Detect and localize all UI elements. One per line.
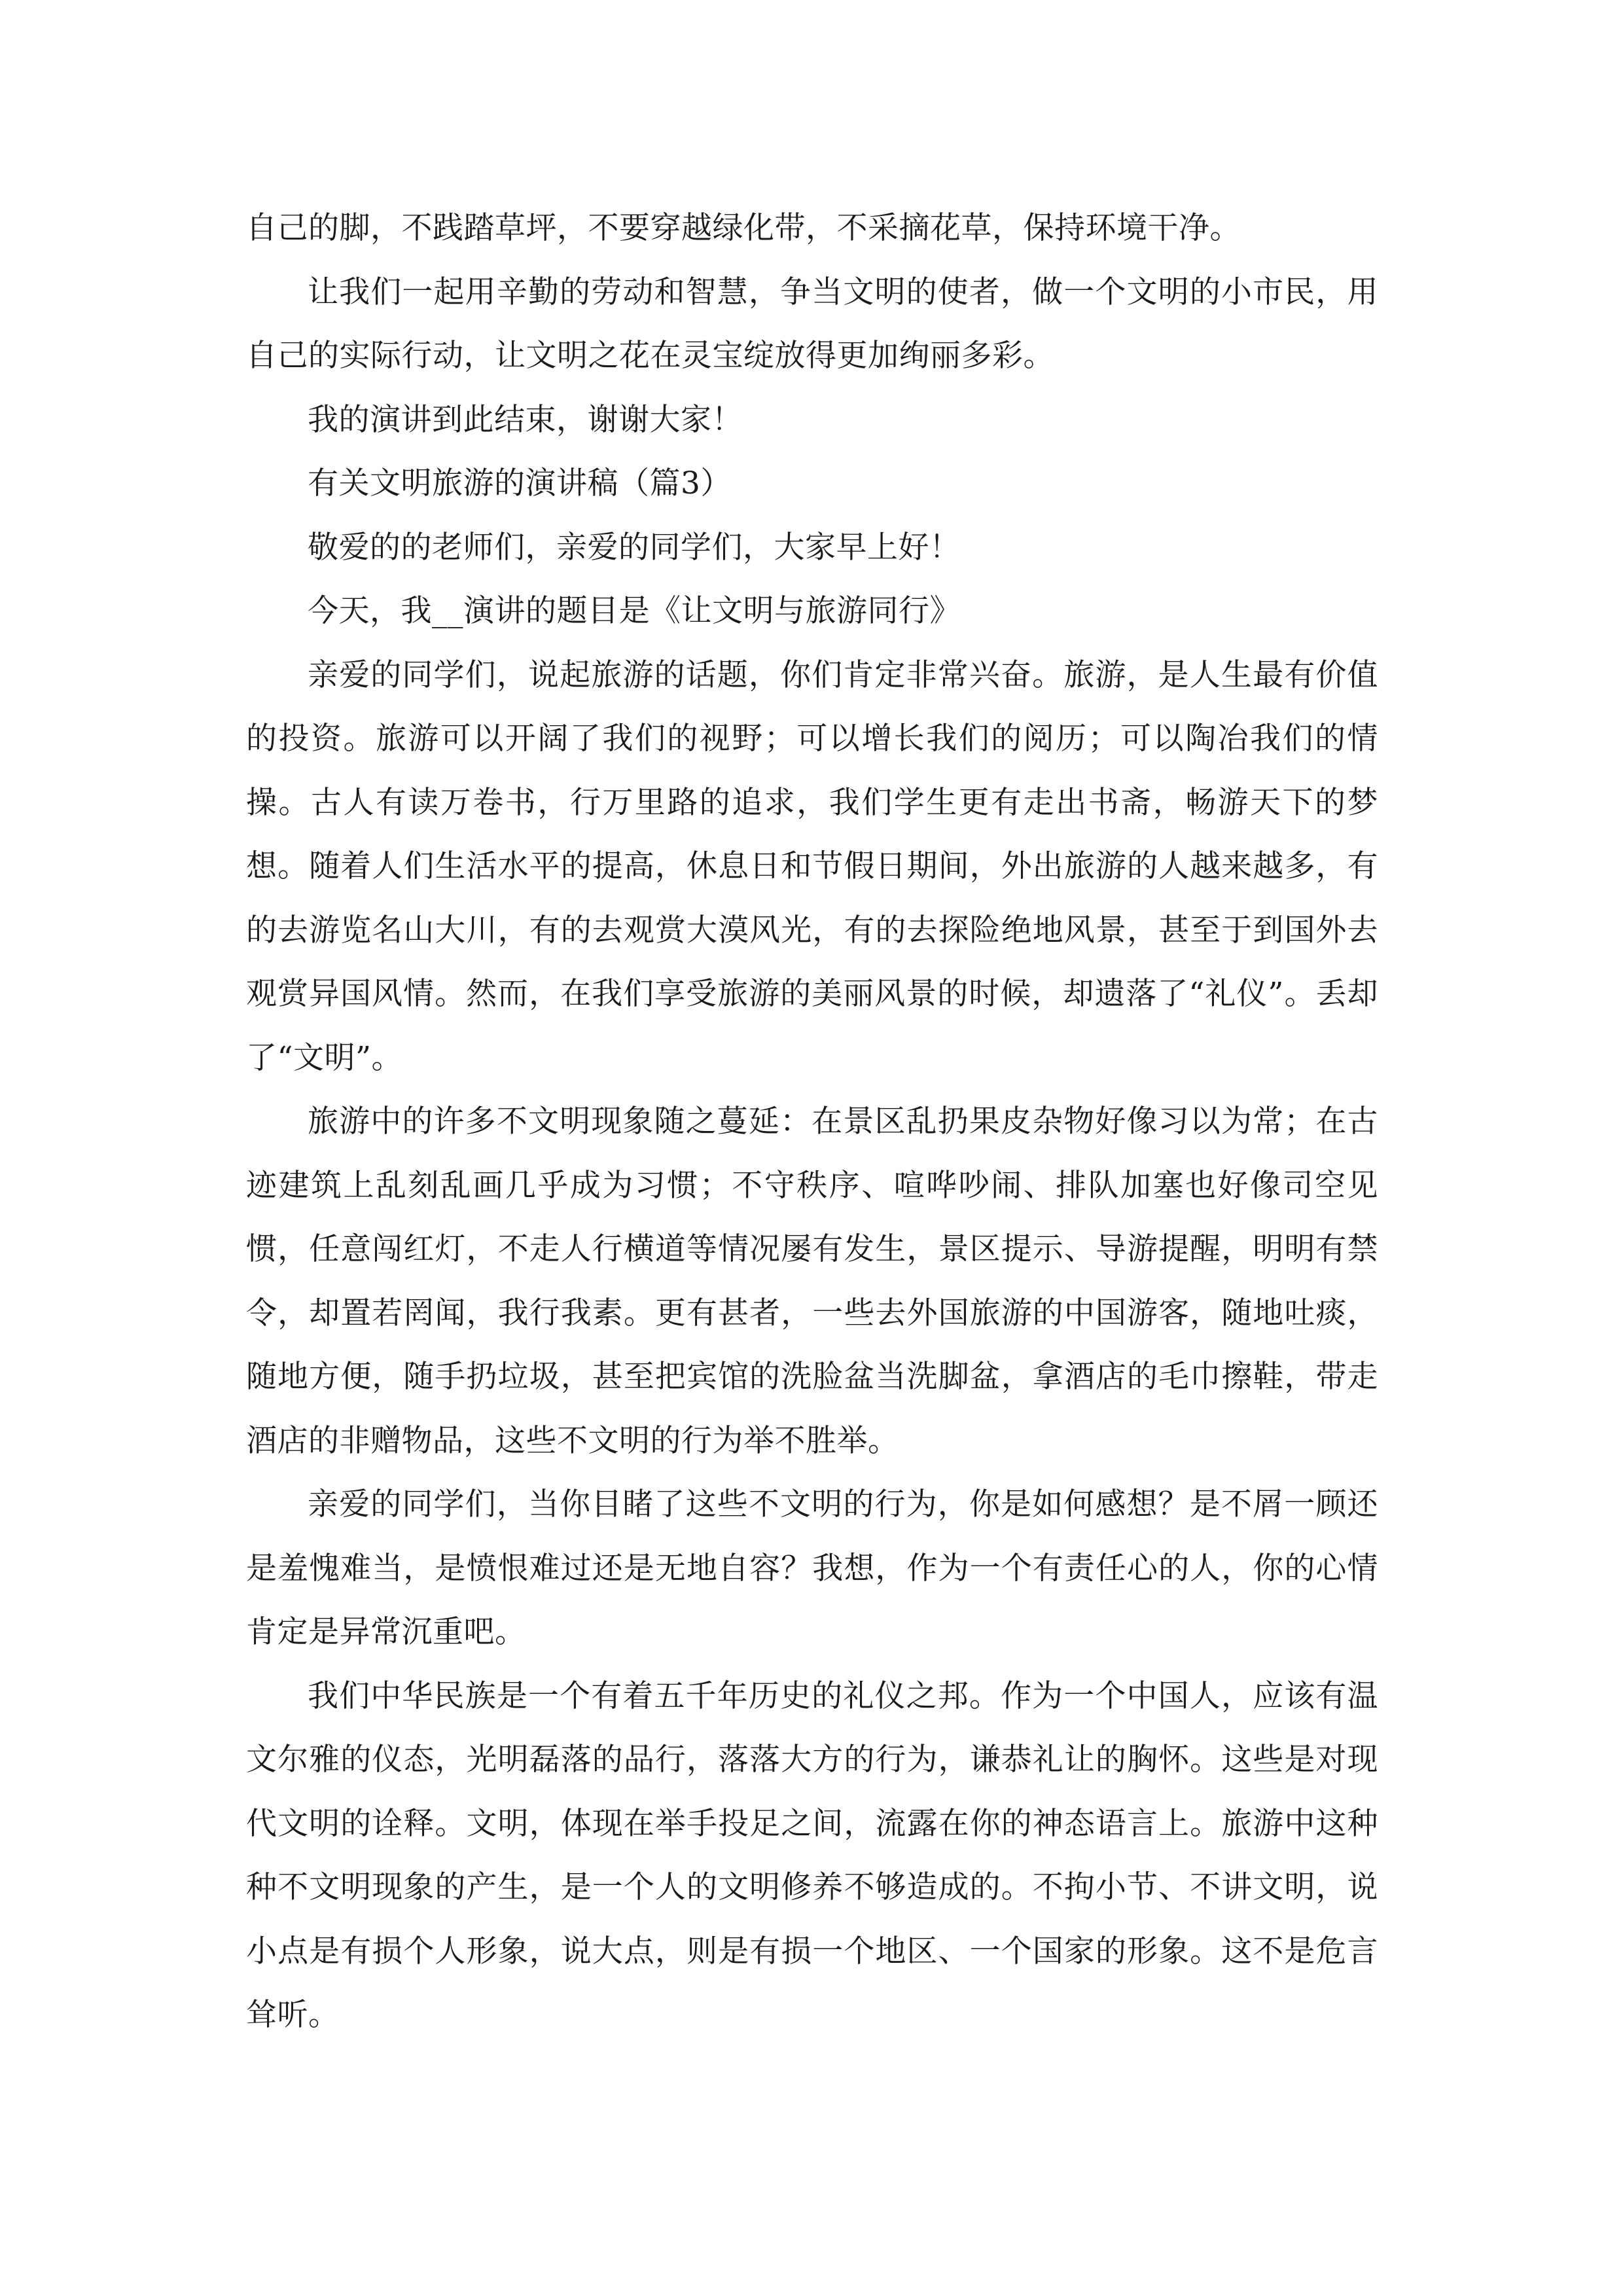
paragraph: 让我们一起用辛勤的劳动和智慧，争当文明的使者，做一个文明的小市民，用自己的实际行动，让文明之花在灵宝绽放得更加绚丽多彩。: [246, 274, 1378, 374]
paragraph-continued: 自己的脚，不践踏草坪，不要穿越绿化带，不采摘花草，保持环境干净。: [246, 210, 1241, 246]
paragraph: 我们中华民族是一个有着五千年历史的礼仪之邦。作为一个中国人，应该有温文尔雅的仪态，光明磊落的品行，落落大方的行为，谦恭礼让的胸怀。这些是对现代文明的诠释。文明，体现在举手投足之间，流露在你的神态语言上。旅游中这种种不文明现象的产生，是一个人的文明修养不够造成的。不拘小节、不讲文明，说小点是有损个人形象，说大点，则是有损一个地区、一个国家的形象。这不是危言耸听。: [246, 1677, 1378, 2033]
paragraph: 旅游中的许多不文明现象随之蔓延：在景区乱扔果皮杂物好像习以为常；在古迹建筑上乱刻乱画几乎成为习惯；不守秩序、喧哗吵闹、排队加塞也好像司空见惯，任意闯红灯，不走人行横道等情况屡有发生，景区提示、导游提醒，明明有禁令，却置若罔闻，我行我素。更有甚者，一些去外国旅游的中国游客，随地吐痰，随地方便，随手扔垃圾，甚至把宾馆的洗脸盆当洗脚盆，拿酒店的毛巾擦鞋，带走酒店的非赠物品，这些不文明的行为举不胜举。: [246, 1103, 1378, 1459]
paragraph: 亲爱的同学们，说起旅游的话题，你们肯定非常兴奋。旅游，是人生最有价值的投资。旅游可以开阔了我们的视野；可以增长我们的阅历；可以陶冶我们的情操。古人有读万卷书，行万里路的追求，我们学生更有走出书斋，畅游天下的梦想。随着人们生活水平的提高，休息日和节假日期间，外出旅游的人越来越多，有的去游览名山大川，有的去观赏大漠风光，有的去探险绝地风景，甚至于到国外去观赏异国风情。然而，在我们享受旅游的美丽风景的时候，却遗落了“礼仪”。丢却了“文明”。: [246, 656, 1378, 1076]
paragraph-closing: 我的演讲到此结束，谢谢大家！: [308, 401, 743, 438]
speech-topic: 今天，我__演讲的题目是《让文明与旅游同行》: [308, 593, 961, 629]
section-title: 有关文明旅游的演讲稿（篇3）: [308, 465, 732, 501]
paragraph: 亲爱的同学们，当你目睹了这些不文明的行为，你是如何感想？是不屑一顾还是羞愧难当，是愤恨难过还是无地自容？我想，作为一个有责任心的人，你的心情肯定是异常沉重吧。: [246, 1486, 1378, 1650]
document-body: [246, 196, 1378, 2047]
greeting: 敬爱的的老师们，亲爱的同学们，大家早上好！: [308, 529, 961, 565]
